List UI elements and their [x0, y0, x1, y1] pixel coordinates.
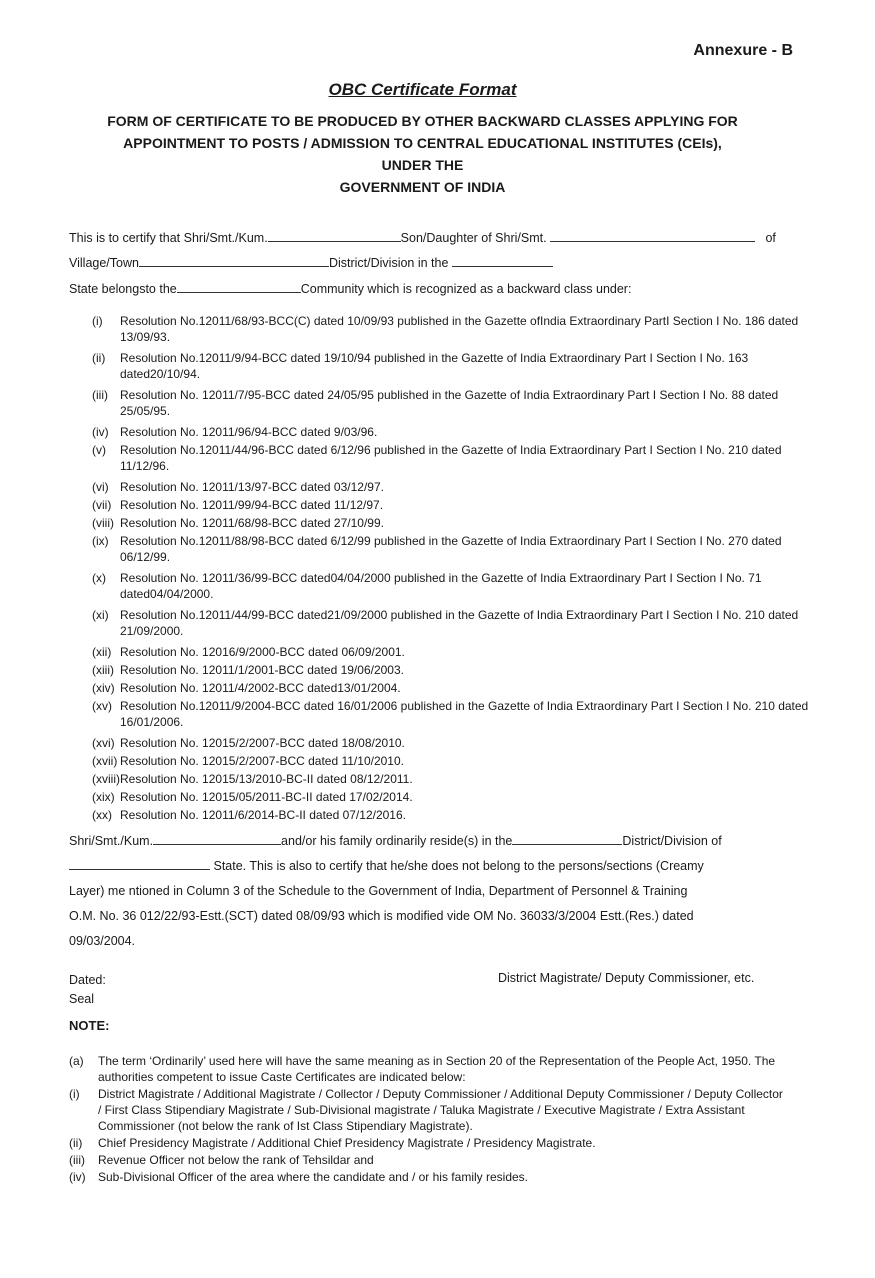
note-item	[69, 1169, 789, 1185]
resolution-item-text: Resolution No. 12015/13/2010-BC-II dated 08/12/2011.	[120, 772, 413, 786]
resolution-item	[92, 424, 822, 440]
resolution-item	[92, 479, 822, 495]
name-blank[interactable]	[268, 230, 401, 242]
note-item-text: The term ‘Ordinarily’ used here will have the same meaning as in Section 20 of the Representation of the People Act, 1950. The authorities competent to issue Caste Certificates are indicated below:	[98, 1054, 776, 1084]
resolution-item-text: Resolution No. 12011/1/2001-BCC dated 19/06/2003.	[120, 663, 404, 677]
heading-line: APPOINTMENT TO POSTS / ADMISSION TO CENTRAL EDUCATIONAL INSTITUTES (CEIs),	[123, 135, 722, 151]
resolution-item	[92, 442, 822, 474]
community-blank[interactable]	[177, 281, 301, 293]
resolution-item	[92, 570, 822, 602]
resolution-item-number: (x)	[92, 571, 106, 585]
resident-name-blank[interactable]	[153, 833, 281, 845]
village-text: Village/Town	[69, 256, 139, 270]
note-item-number: (a)	[69, 1054, 84, 1068]
residence-line: Layer) me ntioned in Column 3 of the Schedule to the Government of India, Department of Personnel & Training	[69, 884, 688, 898]
resolution-item-number: (xvii)	[92, 754, 118, 768]
resolution-item-number: (iv)	[92, 425, 109, 439]
residence-line	[69, 829, 809, 854]
resolution-item-text: Resolution No. 12011/6/2014-BC-II dated 07/12/2016.	[120, 808, 406, 822]
resolution-item-text: Resolution No.12011/68/93-BCC(C) dated 10/09/93 published in the Gazette ofIndia Extraordinary PartI Section I No. 186 dated 13/09/93.	[120, 314, 799, 344]
form-heading	[0, 110, 845, 198]
resolution-item-number: (xiv)	[92, 681, 115, 695]
community-line	[69, 281, 631, 296]
resolution-item-text: Resolution No. 12015/2/2007-BCC dated 11/10/2010.	[120, 754, 404, 768]
note-item-text: Revenue Officer not below the rank of Tehsildar and	[98, 1153, 374, 1167]
note-item-text: District Magistrate / Additional Magistrate / Collector / Deputy Commissioner / Additional Deputy Commissioner / Deputy Collector / First Class Stipendiary Magistrate / Sub-Divisional magistrate / Taluka Magistrate / Executive Magistrate / Extra Assistant Commissioner (not below the rank of Ist Class Stipendiary Magistrate).	[98, 1087, 783, 1133]
resolution-item-text: Resolution No. 12011/99/94-BCC dated 11/12/97.	[120, 498, 384, 512]
residence-paragraph	[69, 829, 809, 954]
village-blank[interactable]	[139, 255, 329, 267]
residence-line	[69, 854, 809, 879]
resolution-item-text: Resolution No.12011/44/99-BCC dated21/09/2000 published in the Gazette of India Extraordinary Part I Section I No. 210 dated 21/09/2000.	[120, 608, 799, 638]
residence-text: State. This is also to certify that he/she does not belong to the persons/sections (Creamy	[213, 859, 704, 873]
resolution-item-number: (ii)	[92, 351, 106, 365]
note-item-number: (iv)	[69, 1170, 86, 1184]
resolution-item-number: (ix)	[92, 534, 109, 548]
resolution-item	[92, 607, 822, 639]
resolution-item-text: Resolution No.12011/88/98-BCC dated 6/12/99 published in the Gazette of India Extraordinary Part I Section I No. 270 dated 06/12/99.	[120, 534, 782, 564]
heading-line: GOVERNMENT OF INDIA	[339, 179, 506, 195]
resolution-item	[92, 387, 822, 419]
state-text: State belongsto the	[69, 282, 177, 296]
resolution-item-text: Resolution No. 12015/05/2011-BC-II dated 17/02/2014.	[120, 790, 413, 804]
resolution-item-number: (viii)	[92, 516, 114, 530]
note-item-number: (i)	[69, 1087, 80, 1101]
note-item-text: Sub-Divisional Officer of the area where the candidate and / or his family resides.	[98, 1170, 528, 1184]
resolution-item	[92, 533, 822, 565]
resolution-item-text: Resolution No. 12011/96/94-BCC dated 9/03/96.	[120, 425, 378, 439]
resolution-item-text: Resolution No.12011/44/96-BCC dated 6/12/96 published in the Gazette of India Extraordinary Part I Section I No. 210 dated 11/12/96.	[120, 443, 782, 473]
resolution-item-number: (xx)	[92, 808, 112, 822]
resolution-item-number: (iii)	[92, 388, 108, 402]
note-item-text: Chief Presidency Magistrate / Additional Chief Presidency Magistrate / Presidency Magistrate.	[98, 1136, 596, 1150]
residence-text: and/or his family ordinarily reside(s) in the	[281, 834, 513, 848]
note-list	[69, 1053, 789, 1186]
district-blank[interactable]	[452, 255, 553, 267]
resolution-item-text: Resolution No. 12011/68/98-BCC dated 27/10/99.	[120, 516, 384, 530]
resident-district-blank[interactable]	[512, 833, 622, 845]
of-text: of	[765, 231, 776, 245]
resolution-item-number: (xv)	[92, 699, 112, 713]
village-line	[69, 255, 553, 270]
resolution-item-text: Resolution No.12011/9/2004-BCC dated 16/01/2006 published in the Gazette of India Extraordinary Part I Section I No. 210 dated 16/01/2006.	[120, 699, 809, 729]
resolution-item	[92, 698, 822, 730]
note-item	[69, 1086, 789, 1134]
residence-text: Shri/Smt./Kum.	[69, 834, 154, 848]
district-text: District/Division in the	[328, 256, 449, 270]
resolution-item-text: Resolution No. 12011/4/2002-BCC dated13/01/2004.	[120, 681, 401, 695]
resolution-item-number: (v)	[92, 443, 106, 457]
residence-line: 09/03/2004.	[69, 934, 136, 948]
annexure-label: Annexure - B	[693, 42, 793, 59]
son-daughter-text: Son/Daughter of Shri/Smt.	[400, 231, 547, 245]
note-item-number: (iii)	[69, 1153, 85, 1167]
note-item	[69, 1135, 789, 1151]
resident-state-blank[interactable]	[69, 858, 210, 870]
resolution-item-text: Resolution No.12011/9/94-BCC dated 19/10/94 published in the Gazette of India Extraordinary Part I Section I No. 163 dated20/10/94.	[120, 351, 749, 381]
signing-authority: District Magistrate/ Deputy Commissioner, etc.	[498, 971, 755, 985]
page-title: OBC Certificate Format	[328, 80, 517, 99]
resolution-item	[92, 807, 822, 823]
residence-text: District/Division of	[622, 834, 722, 848]
resolution-item-text: Resolution No. 12016/9/2000-BCC dated 06/09/2001.	[120, 645, 405, 659]
resolution-item	[92, 662, 822, 678]
resolution-item-text: Resolution No. 12011/13/97-BCC dated 03/12/97.	[120, 480, 384, 494]
certify-text: This is to certify that Shri/Smt./Kum.	[69, 231, 268, 245]
resolution-item	[92, 515, 822, 531]
dated-seal-block	[69, 971, 106, 1009]
resolution-item-number: (xii)	[92, 645, 112, 659]
resolution-item	[92, 350, 822, 382]
residence-line: O.M. No. 36 012/22/93-Estt.(SCT) dated 08/09/93 which is modified vide OM No. 36033/3/2004 Estt.(Res.) dated	[69, 909, 694, 923]
certify-line	[69, 230, 776, 245]
resolution-item-number: (xi)	[92, 608, 109, 622]
resolution-item	[92, 771, 822, 787]
resolution-item-number: (i)	[92, 314, 103, 328]
heading-line: UNDER THE	[381, 157, 464, 173]
resolution-item-number: (vii)	[92, 498, 112, 512]
resolution-item-number: (xix)	[92, 790, 115, 804]
parent-name-blank[interactable]	[550, 230, 755, 242]
resolution-item-number: (xvi)	[92, 736, 115, 750]
community-text: Community which is recognized as a backward class under:	[300, 282, 632, 296]
note-title: NOTE:	[69, 1018, 110, 1033]
note-item	[69, 1152, 789, 1168]
resolution-item-text: Resolution No. 12011/36/99-BCC dated04/04/2000 published in the Gazette of India Extraordinary Part I Section I No. 71 dated04/04/2000.	[120, 571, 762, 601]
resolution-item	[92, 735, 822, 751]
resolution-item-number: (vi)	[92, 480, 109, 494]
resolution-item	[92, 680, 822, 696]
resolution-item-number: (xiii)	[92, 663, 114, 677]
resolution-item	[92, 313, 822, 345]
resolution-list	[92, 313, 822, 825]
dated-label: Dated:	[69, 973, 106, 987]
resolution-item	[92, 789, 822, 805]
resolution-item	[92, 497, 822, 513]
heading-line: FORM OF CERTIFICATE TO BE PRODUCED BY OTHER BACKWARD CLASSES APPLYING FOR	[107, 113, 738, 129]
resolution-item-text: Resolution No. 12015/2/2007-BCC dated 18/08/2010.	[120, 736, 405, 750]
resolution-item-text: Resolution No. 12011/7/95-BCC dated 24/05/95 published in the Gazette of India Extraordinary Part I Section I No. 88 dated 25/05/95.	[120, 388, 779, 418]
resolution-item-number: (xviii)	[92, 772, 120, 786]
resolution-item	[92, 644, 822, 660]
resolution-item	[92, 753, 822, 769]
note-item	[69, 1053, 789, 1085]
seal-label: Seal	[69, 992, 95, 1006]
note-item-number: (ii)	[69, 1136, 83, 1150]
